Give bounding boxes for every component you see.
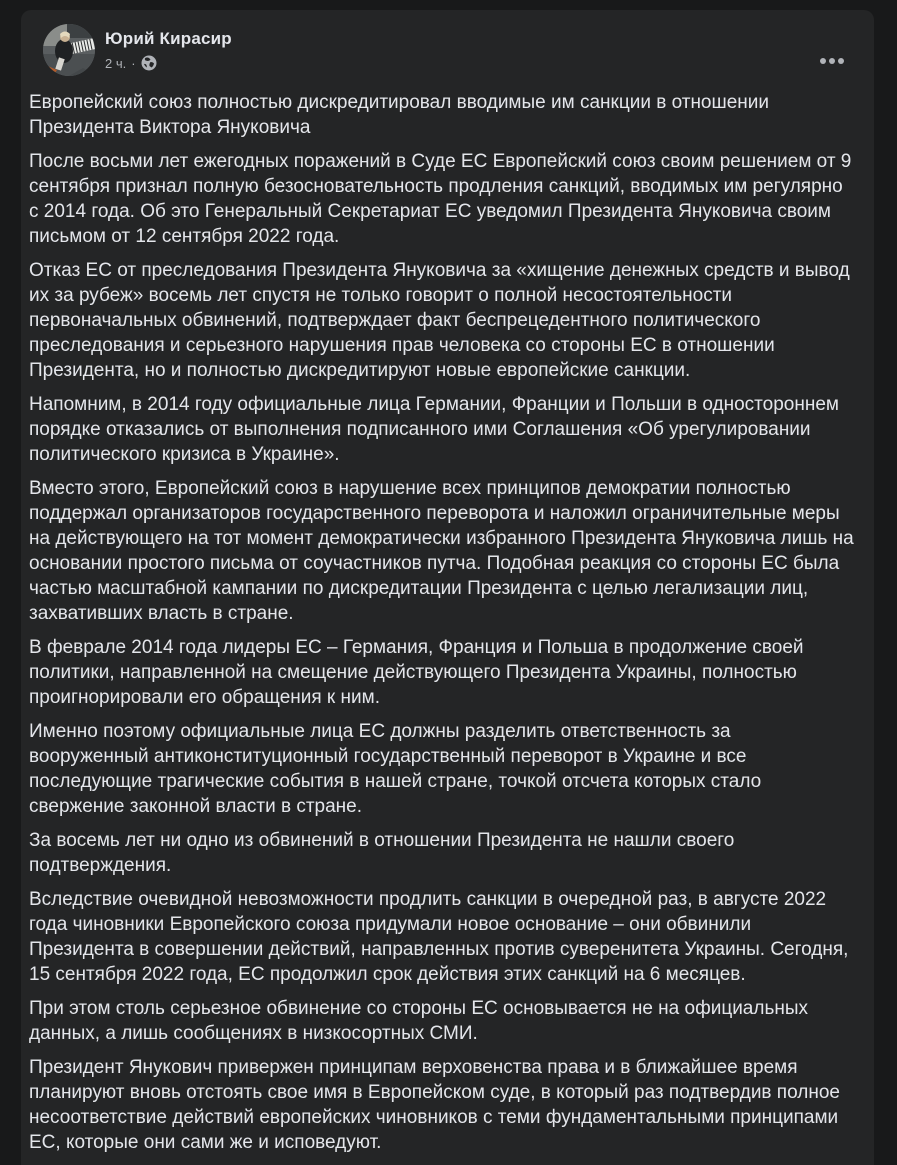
post-meta [105,55,157,71]
timestamp[interactable]: 2 ч. [105,55,127,71]
post-paragraph: После восьми лет ежегодных поражений в Суде ЕС Европейский союз своим решением от 9 сентября признал полную безосновательность продления санкций, вводимых им регулярно с 2014 года. Об это Генеральный Секретариат ЕС уведомил Президента Януковича своим письмом от 12 сентября 2022 года. [29,151,852,247]
post-paragraph: За восемь лет ни одно из обвинений в отношении Президента не нашли своего подтверждения. [29,830,735,876]
post-paragraph: Напомним, в 2014 году официальные лица Германии, Франции и Польши в одностороннем порядке отказались от выполнения подписанного ими Соглашения «Об урегулировании политического кризиса в Украине». [29,394,839,465]
avatar[interactable] [43,24,95,76]
post-card [21,10,874,1165]
meta-separator: · [131,55,136,71]
ellipsis-icon [838,58,844,64]
post-paragraph: Именно поэтому официальные лица ЕС должны разделить ответственность за вооруженный антиконституционный государственный переворот в Украине и все последующие трагические события в нашей стране, точкой отсчета которых стало свержение законной власти в стране. [29,721,762,817]
post-paragraph: Президент Янукович привержен принципам верховенства права и в ближайшее время планируют вновь отстоять свое имя в Европейском суде, в который раз подтвердив полное несоответствие действий европейских чиновников с теми фундаментальными принципами ЕС, которые они сами же и исповедуют. [29,1057,840,1153]
post-paragraph: При этом столь серьезное обвинение со стороны ЕС основывается не на официальных данных, а лишь сообщениях в низкосортных СМИ. [29,998,809,1044]
post-header [21,10,874,86]
post-paragraph: В феврале 2014 года лидеры ЕС – Германия, Франция и Польша в продолжение своей политики, направленной на смещение действующего Президента Украины, полностью проигнорировали его обращения к ним. [29,637,804,708]
author-name[interactable]: Юрий Кирасир [105,29,232,48]
post-menu-button[interactable] [814,43,850,79]
post-paragraph: Европейский союз полностью дискредитировал вводимые им санкции в отношении Президента Виктора Януковича [29,92,770,138]
post-paragraph: Вследствие очевидной невозможности продлить санкции в очередной раз, в августе 2022 года чиновники Европейского союза придумали новое основание – они обвинили Президента в совершении действий, направленных против суверенитета Украины. Сегодня, 15 сентября 2022 года, ЕС продолжил срок действия этих санкций на 6 месяцев. [29,889,849,985]
ellipsis-icon [820,58,826,64]
avatar-photo [43,24,95,76]
post-paragraph: Отказ ЕС от преследования Президента Януковича за «хищение денежных средств и вывод их за рубеж» восемь лет спустя не только говорит о полной несостоятельности первоначальных обвинений, подтверждает факт беспрецедентного политического преследования и серьезного нарушения прав человека со стороны ЕС в отношении Президента, но и полностью дискредитируют новые европейские санкции. [29,260,850,381]
ellipsis-icon [829,58,835,64]
globe-icon [141,55,157,71]
post-paragraph: Вместо этого, Европейский союз в нарушение всех принципов демократии полностью поддержал организаторов государственного переворота и наложил ограничительные меры на действующего на тот момент демократически избранного Президента Януковича лишь на основании простого письма от соучастников путча. Подобная реакция со стороны ЕС была частью масштабной кампании по дискредитации Президента с целью легализации лиц, захвативших власть в стране. [29,478,854,624]
post-text [21,86,874,1165]
